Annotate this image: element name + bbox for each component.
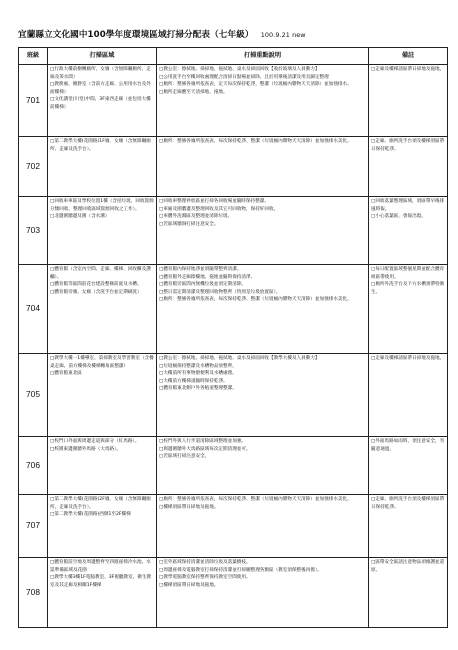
area-item: □校門口外面與周邊走道與部分（紅馬路）。	[50, 439, 140, 444]
table-body	[19, 65, 448, 628]
note-item: □走廊、廁所洗手台須及樓梯須區帶日保持乾淨。	[371, 497, 445, 510]
description-item: □車廂及圍牆邊及整理回收及其它可回收物，保持好回收。	[159, 206, 279, 212]
area-cell	[48, 558, 157, 628]
table-row	[19, 558, 448, 628]
header-description: 打掃重點說明	[157, 48, 369, 65]
table-row	[19, 495, 448, 558]
document-date: 100.9.21 new	[260, 31, 306, 39]
notes-cell	[369, 437, 448, 495]
description-item: □體育館旁區間內無機垃圾並須定期清除。	[159, 282, 247, 288]
class-number: 702	[19, 137, 48, 197]
class-number: 705	[19, 354, 48, 437]
note-item: □小心落葉區，會報出現。	[371, 214, 426, 220]
description-item: □車體外洗滌區及整理並清除垃圾。	[159, 214, 233, 220]
description-cell	[157, 354, 369, 437]
area-cell	[48, 197, 157, 265]
description-item: □室外區域保持清潔並清除垃圾及落葉樹枝。	[159, 560, 251, 565]
area-item: □文化講堂(川堂)中間、3F東西走廊（並包括大樓前樓梯）	[50, 97, 151, 110]
note-item: □外面馬路如雨時，須注意安全，勿隨意通過。	[371, 439, 445, 452]
description-item: □與邊圍牆外大馬路區域每次定期清理並可。	[159, 446, 251, 452]
description-item: □周邊座椅及電腦教室打掃保持清潔並打掃圖整理各類區（教室須保整後再擦）。	[159, 567, 322, 573]
class-number: 706	[19, 437, 48, 495]
description-item: □若區域打掃注意安全。	[159, 454, 210, 460]
description-item: □廁所：整修各廁所依查表，定天每次保持乾淨，整潔（垃圾桶內雜物天天清除）並加強排水。	[159, 82, 352, 88]
header-notes: 備註	[369, 48, 448, 65]
area-item: □回收車車區及學校位置1樓（含括垃圾、回收資源分類回收、整理回收區域資源回收之工作）。	[50, 199, 154, 212]
table-row	[19, 197, 448, 265]
area-item: □體育館前空地及周邊整齊至四週座椅冷水池、水渠準備區域及花園	[50, 560, 151, 573]
description-item: □體育館內保持地淨並須隨帶整齊清潔。	[159, 267, 242, 272]
class-number: 707	[19, 495, 48, 558]
notes-cell	[369, 558, 448, 628]
class-number: 704	[19, 265, 48, 354]
table-row	[19, 65, 448, 137]
area-item: □行政大樓前樹轉廁所、女廁（含無障礙廁所、走廊及茶水間）	[50, 67, 151, 80]
area-cell	[48, 265, 157, 354]
description-item: □廁所：整修各廁所依查表，每次保持乾淨、整潔（垃圾桶內雜物天天清除）並加強排水美化。	[159, 497, 352, 502]
area-item: □第二教學大樓(花園路)1F廁、女廁（含無障礙廁所、走廊及洗手台）。	[50, 139, 151, 152]
area-item: □體育館東北區	[50, 371, 82, 377]
header-area: 打掃區域	[48, 48, 157, 65]
description-item: □廁所：整修各廁所依查表，每次保持乾淨、整潔（垃圾桶內雜物天天清除）並加強排水美化。	[159, 139, 352, 144]
description-item: □回收車整理停放區並打掃各回收場並隨時保持整潔。	[159, 199, 269, 204]
description-item: □大樓前方樓梯請隨時保持乾淨。	[159, 378, 228, 384]
description-cell	[157, 495, 369, 558]
note-item: □廁所外洗手台及下方水槽須帶特衛生。	[371, 282, 445, 295]
description-cell	[157, 137, 369, 197]
note-item: □每日配置區域整個星期並配合體育組區帶使用。	[371, 267, 445, 280]
title-text: 宜蘭縣立文化國中100學年度環境區域打掃分配表（七年級）	[18, 30, 254, 40]
notes-cell	[369, 354, 448, 437]
table-row	[19, 265, 448, 354]
note-item: □區帶安全區請注意物品須維護並還原。	[371, 560, 445, 573]
area-item: □校園東邊圍牆外馬路（大馬路）。	[50, 446, 121, 452]
note-item: □走廊及樓梯請區帶日掃地及拖地。	[371, 356, 445, 361]
table-row	[19, 354, 448, 437]
description-item: □廁所走廊應至天清掃地、拖地。	[159, 89, 228, 95]
description-item: □整日需定期清潔及整理回收物整齊（特別是垃圾放置區）。	[159, 289, 281, 295]
area-cell	[48, 495, 157, 558]
description-item: □體育館外走廊擦樓地、拖地並隨時保持清淨。	[159, 274, 256, 280]
note-item: □回收落葉整理區域，須區帶早後排風時報。	[371, 199, 445, 212]
document-title	[18, 28, 448, 44]
description-item: □公用洗手台至樓回收處理配合清掃日點場並掃除，且於用畢後清潔及用具歸定整理	[159, 74, 329, 80]
description-item: □教公室：擦拭地、掃掃地、拖拭地、桌水及掃面回收【教學大樓及人員動力】	[159, 356, 320, 361]
notes-cell	[369, 197, 448, 265]
description-item: □體育館東北側戶外各植道整理整潔。	[159, 386, 237, 392]
area-cell	[48, 354, 157, 437]
description-cell	[157, 197, 369, 265]
note-item: □走廊、廁所洗手台須及樓梯須區帶日保持乾淨。	[371, 139, 445, 152]
table-row	[19, 437, 448, 495]
area-item: □體育館（含室內空間、走廊、樓梯、回收櫃及護欄）。	[50, 267, 151, 280]
area-item: □體育館等區間前花台建設整修前庭及水槽。	[50, 282, 142, 288]
area-cell	[48, 137, 157, 197]
description-cell	[157, 558, 369, 628]
description-item: □教公室：擦拭地、掃掃地、拖拭地、桌水及掃面回收【收於玻璃及人員動力】	[159, 67, 320, 72]
description-item: □校門外與人行步道清除區域整理並加強。	[159, 439, 247, 444]
area-item: □教務處、總務室（含前方走廊、公用用水台及外面樓梯）	[50, 82, 151, 95]
description-cell	[157, 265, 369, 354]
header-row	[19, 48, 448, 65]
notes-cell	[369, 495, 448, 558]
description-item: □教學電腦教室保持整齊保持教室空間使用。	[159, 575, 251, 581]
description-cell	[157, 437, 369, 495]
notes-cell	[369, 265, 448, 354]
class-number: 708	[19, 558, 48, 628]
header-class: 班級	[19, 48, 48, 65]
area-item: □教學大樓3樓1F電腦教室、3F視聽教室、衛生教室及其走廊及相關1F樓梯	[50, 575, 152, 588]
area-item: □第二教學大樓(花園路)西側1至2F樓梯	[50, 512, 131, 518]
area-cell	[48, 437, 157, 495]
table-row	[19, 137, 448, 197]
description-item: □垃圾桶保持整潔及水槽物品放整齊。	[159, 363, 237, 369]
area-item: □體育館旁廁、女廁（含洗手台並定期刷洗）	[50, 289, 142, 295]
notes-cell	[369, 137, 448, 197]
description-cell	[157, 65, 369, 137]
description-item: □若區域牆洞打掃注意安全。	[159, 221, 219, 227]
area-item: □北邊圍牆邊及圍（含水溝）	[50, 214, 110, 220]
class-number: 703	[19, 197, 48, 265]
cleaning-assignment-table	[18, 47, 448, 628]
area-item: □教學大樓一1樓導室、第掃教室及學習教室（含餐桌走廊、前方樓梯及樓梯轉角區整潔）	[50, 356, 154, 369]
description-item: □樓梯須區帶日掃地及拖地。	[159, 582, 219, 588]
description-item: □廁所：整修各廁所依查表，每次保持乾淨、整潔（垃圾桶內雜物天天清除）並加強排水美化。	[159, 297, 352, 303]
notes-cell	[369, 65, 448, 137]
class-number: 701	[19, 65, 48, 137]
area-cell	[48, 65, 157, 137]
area-item: □第二教學大樓(花園路)2F廁、女廁（含無障礙廁所、走廊及洗手台）。	[50, 497, 151, 510]
description-item: □樓梯須區帶日掃地及拖地。	[159, 504, 219, 510]
description-item: □大樓前所有事物撥便利及水槽處理。	[159, 371, 237, 377]
note-item: □走廊及樓梯請區帶日掃地及拖地。	[371, 67, 445, 72]
